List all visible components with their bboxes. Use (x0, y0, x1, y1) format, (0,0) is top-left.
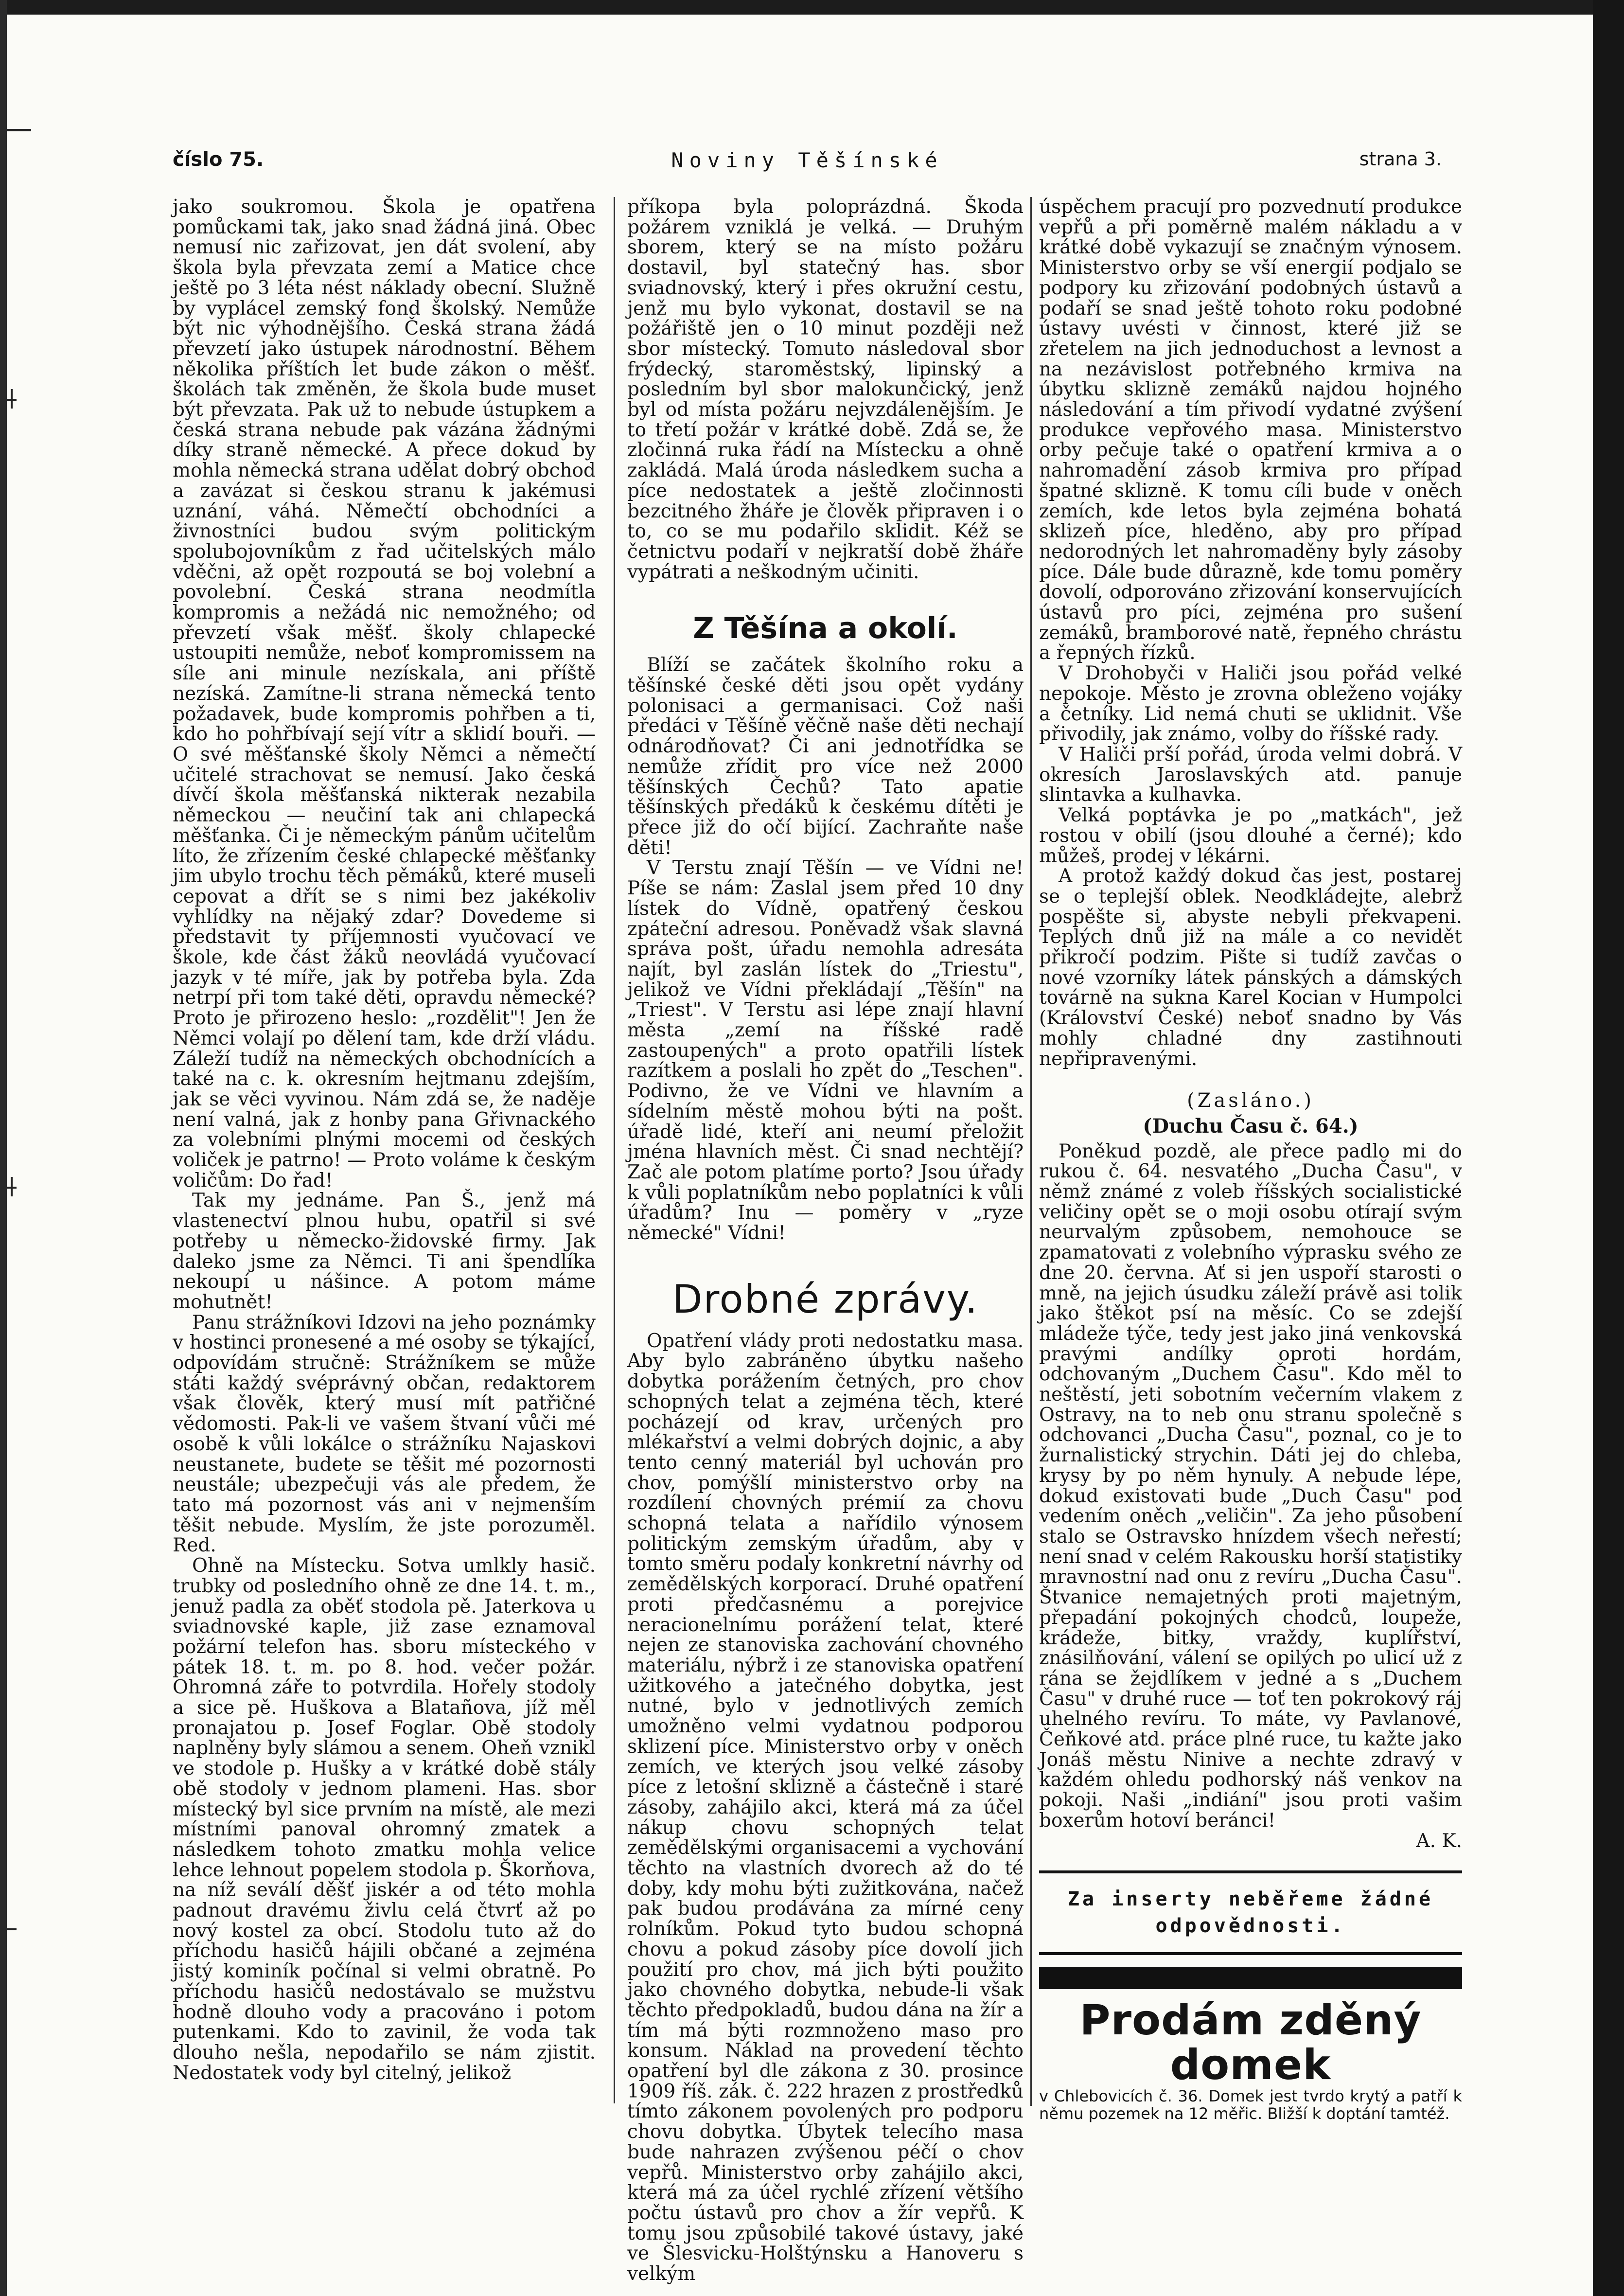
article-fire-continuation: příkopa byla poloprázdná. Škoda požárem vzniklá je velká. — Druhým sborem, který se na místo požáru dostavil, byl statečný has. sbor sviadnovský, který i přes okružní cestu, jenž mu bylo vykonat, dostavil se na požářiště jen o 10 minut později než sbor místecký. Tomuto následoval sbor frýdecký, staroměstský, lipinský a posledním byl sbor malokunčický, jenž byl od místa požáru nejvzdálenějším. Je to třetí požár v krátké době. Zdá se, že zločinná ruka řádí na Místecku a ohně zakládá. Malá úroda následkem sucha a píce nedostatek a ještě zločinnosti bezcitného žháře je člověk připraven i o to, co se mu podařilo sklidit. Kéž se četnictvu podaří v nejkratší době žháře vypátrati a neškodným učiniti. (627, 196, 1024, 583)
scan-mark (11, 389, 13, 409)
column-rule (614, 197, 615, 2103)
page-number: strana 3. (1359, 148, 1442, 170)
column-1 (173, 197, 596, 2103)
advert-title: Prodám zděný domek (1079, 1996, 1422, 2090)
letter-title: (Duchu Času č. 64.) (1143, 1114, 1359, 1138)
scan-border-top (0, 0, 1624, 15)
letter-body: Poněkud pozdě, ale přece padlo mi do rukou č. 64. nesvatého „Ducha Času", v němž známé z voleb říšských socialistické veličiny opět se o moji osobu otírají svým neurvalým způsobem, nemohouce se zpamatovati z volebního výprasku svého ze dne 20. června. Ať si jen uspoří starosti o mně, na jejich úsudku záleží právě asi tolik jako štěkot psí na měsíc. Co se zdejší mládeže týče, tedy jest jako jiná venkovská pravými andílky oproti hordám, odchovaným „Duchem Času". Kdo měl to neštěstí, jeti sobotním večerním vlakem z Ostravy, na to neb onu stranu společně s odchovanci „Ducha Času", poznal, co je to žurnalistický strychin. Dáti jej do chleba, krysy by po něm hynuly. A nebude lépe, dokud existovati bude „Duch Času" pod vedením oněch „veličin". Za jeho působení stalo se Ostravsko hnízdem všech neřestí; není snad v celém Rakousku horší statistiky mravnostní nad onu z revíru „Ducha Času". Štvanice nemajetných proti majetným, přepadání pokojných chodců, loupeže, krádeže, bitky, vraždy, kuplířství, znásilňování, válení se opilých po ulicí už z rána se žejdlíkem v jedné a s „Duchem Času" v druhé ruce — toť ten pokrokový ráj uhelného revíru. To máte, vy Pavlanové, Čeňkové atd. práce plné ruce, tu kažte jako Jonáš městu Ninive a nechte zdravý v každém ohledu podhorský náš venkov na pokoji. Naši „indiání" jsou proti vašim boxerům hotoví beránci! (1039, 1140, 1462, 1832)
letter-signature: A. K. (1416, 1830, 1462, 1852)
black-divider (1039, 1967, 1462, 1989)
article-nedostatek-masa: Opatření vlády proti nedostatku masa. Aby bylo zabráněno úbytku našeho dobytka porážením četných, pro chov schopných telat a zejména těch, které pocházejí od krav, určených pro mlékařství a velmi dobrých dojnic, a aby tento cenný materiál byl uchován pro chov, pomýšlí ministerstvo orby na rozdílení chovných prémií za chovu schopná telata a nařídilo výnosem politickým zemským úřadům, aby v tomto směru podaly konkretní návrhy od zemědělských korporací. Druhé opatření proti předčasnému a porejvice neracionelnímu porážení telat, které nejen ze stanoviska zachování chovného materiálu, nýbrž i ze stanoviska opatření užitkového a jatečného dobytka, jest nutné, bylo v jednotlivých zemích umožněno velmi vydatnou podporou sklizení píce. Ministerstvo orby v oněch zemích, ve kterých jsou velké zásoby píce z letošní sklizně a částečně i staré zásoby, zahájilo akci, která má za účel nákup chovu schopných telat zemědělskými organisacemi a vychování těchto na vlastních dvorech až do té doby, kdy mohu býti zužitkována, načež pak budou prodávána za mírné ceny rolníkům. Pokud tyto budou schopná chovu a pokud zásoby píce dovolí jich použití pro chov, má jich býti použito jako chovného dobytka, nebude-li však těchto předpokladů, budou dána na žír a tím má býti rozmnoženo maso pro konsum. Náklad na provedení těchto opatření byl dle zákona z 30. prosince 1909 říš. zák. č. 222 hrazen z prostředků tímto zákonem povolených pro podporu chovu dobytka. Úbytek telecího masa bude nahrazen zvýšenou péčí o chov vepřů. Ministerstvo orby zahájilo akci, která má za účel rychlé zřízení většího počtu ústavů pro chov a žír vepřů. K tomu jsou způsobilé takové ústavy, jaké ve Šlesvicku-Holštýnsku a Hanoveru s velkým (627, 1330, 1024, 2285)
scan-mark (7, 129, 31, 131)
issue-number: číslo 75. (173, 148, 264, 171)
newspaper-title: Noviny Těšínské (671, 148, 943, 172)
article-poptavka: Velká poptávka je po „matkách", jež rostou v obilí (jsou dlouhé a černé); kdo můžeš, prodej v lékárni. (1039, 804, 1462, 867)
column-rule (1030, 197, 1032, 2106)
column-3 (1039, 196, 1462, 2123)
scan-border-right (1593, 0, 1624, 2296)
insertion-notice: Za inserty neběřeme žádné odpovědnosti. (1039, 1870, 1462, 1955)
article-masa-continuation: úspěchem pracují pro pozvednutí produkce vepřů a při poměrně malém nákladu a v krátké době vykazují se značným výnosem. Ministerstvo orby se vší energií podjalo se podpory ku zřizování podobných ústavů a podaří se snad ještě tohoto roku podobné ústavy uvésti v činnost, které již se zřetelem na jich jednoduchost a levnost a na nezávislost potřebného krmiva na úbytku sklizně zemáků najdou hojného následování a tím přivodí vydatné zvýšení produkce vepřového masa. Ministerstvo orby pečuje také o opatření krmiva a o nahromadění zásob krmiva pro případ špatné sklizně. K tomu cíli bude v oněch zemích, kde letos byla zejména bohatá sklizeň píce, hleděno, aby pro případ nedorodných let nahromaděny byly zásoby píce. Dále bude důrazně, kde tomu poměry dovolí, odporováno zřizování konservujících ústavů pro píci, zejména pro sušení zemáků, bramborové natě, řepného chrástu a řepných řízků. (1039, 196, 1462, 664)
article-tak-my-jedname: Tak my jednáme. Pan Š., jenž má vlastenectví plnou hubu, opatřil si své potřeby u německo-židovské firmy. Jak daleko jsme za Němci. Ti ani špendlíka nekoupí u nášince. A potom máme mohutnět! (173, 1190, 596, 1313)
scan-mark (7, 1928, 17, 1930)
section-title-drobne-zpravy: Drobné zprávy. (672, 1276, 979, 1322)
article-terst-tesin: V Terstu znají Těšín — ve Vídni ne! Píše se nám: Zaslal jsem před 10 dny lístek do Vídně, opatřený českou zpáteční adresou. Poněvadž však slavná správa pošt, úřadu nemohla adresáta najít, byl zaslán lístek do „Triestu", jelikož ve Vídni překládají „Těšín" na „Triest". V Terstu asi lépe znají hlavní města „zemí na říšské radě zastoupených" a proto opatřili lístek razítkem a poslali ho zpět do „Teschen". Podivno, že ve Vídni ve hlavním a sídelním městě mohou býti na pošt. úřadě lidé, kteří ani neumí přeložit jména hlavních měst. Či snad nechtějí? Zač ale potom platíme porto? Jsou úřady k vůli poplatníkům nebo poplatníci k vůli úřadům? Inu — poměry v „ryze německé" Vídni! (627, 857, 1024, 1245)
article-strazniku-idzovi: Panu strážníkovi Idzovi na jeho poznámky v hostinci pronesené a mé osoby se týkající, odpovídám stručně: Strážníkem se může státi každý svéprávný občan, redaktorem však člověk, který musí mít patřičné vědomosti. Pak-li ve vašem štvaní vůči mé osobě k vůli lokálce o strážníku Najaskovi neustanete, budete se těšit mé pozornosti neustále; ubezpečuji vás ale předem, že tato má pozornost vás ani v nejmenším těšit nebude. Myslím, že jste porozuměl. Red. (173, 1311, 596, 1557)
section-title-tesin: Z Těšína a okolí. (693, 611, 958, 646)
column-2 (627, 196, 1024, 2285)
article-drohobyc: V Drohobyči v Haliči jsou pořád velké nepokoje. Město je zrovna obleženo vojáky a četníky. Lid nemá chuti se uklidnit. Vše přivodily, jak známo, volby do říšské rady. (1039, 662, 1462, 746)
article-halic: V Haliči prší pořád, úroda velmi dobrá. V okresích Jaroslavských atd. panuje slintavka a kulhavka. (1039, 743, 1462, 806)
article-skolni-rok: Blíží se začátek školního roku a těšínské české děti jsou opět vydány polonisaci a germanisaci. Což naši předáci v Těšíně věčně naše děti nechají odnárodňovat? Či ani jednotřídka se nemůže zřídit pro více než 2000 těšínských Čechů? Tato apatie těšínských předáků k českému dítěti je přece již do očí bijící. Zachraňte naše děti! (627, 654, 1024, 859)
scan-mark (11, 1177, 13, 1196)
advert-text: v Chlebovicích č. 36. Domek jest tvrdo krytý a patří k němu pozemek na 12 měřic. Bližší k doptání tamtéž. (1039, 2087, 1462, 2123)
article-school-continuation: jako soukromou. Škola je opatřena pomůckami tak, jako snad žádná jiná. Obec nemusí nic zařizovat, jen dát svolení, aby škola byla převzata zemí a Matice chce ještě po 3 léta nést náklady obecní. Služně by vyplácel zemský fond školský. Nemůže být nic výhodnějšího. Česká strana žádá převzetí jako ústupek národnostní. Během několika příštích let bude zákon o měšť. školách tak změněn, že škola bude muset být převzata. Pak už to nebude ústupkem a česká strana nebude pak vázána žádnými díky straně německé. A přece dokud by mohla německá strana udělat dobrý obchod a zavázat si českou stranu k jakémusi uznání, váhá. Němečtí obchodníci a živnostníci budou svým politickým spolubojovníkům z řad učitelských málo vděčni, až opět rozpoutá se boj volební a povolební. Česká strana neodmítla kompromis a nežádá nic nemožného; od převzetí však měšť. školy chlapecké ustoupiti nemůže, neboť kompromissem na síle ani minule nezískala, ani příště nezíská. Zamítne-li strana německá tento požadavek, bude kompromis pohřben a ti, kdo ho pohřbívají sejí vítr a sklidí bouři. — O své měšťanské školy Němci a němečtí učitelé strachovat se nemusí. Jako česká dívčí škola měšťanská nikterak nezabila německou — neučiní tak ani chlapecká měšťanka. Či je německým pánům učitelům líto, že zřízením české chlapecké měšťanky jim ubylo trochu těch pěmáků, které museli cepovat a dřít se s nimi bez jakékoliv vyhlídky na nějaký zdar? Dovedeme si představit ty příjemnosti vyučovací ve škole, kde část žáků neovládá vyučovací jazyk v té míře, jak by potřeba byla. Zda netrpí při tom také děti, opravdu německé? Proto je přirozeno heslo: „rozdělit"! Jen že Němci volají po dělení tam, kde drží vládu. Záleží tudíž na německých obchodnících a také na c. k. okresním hejtmanu zdejším, jak se věci vyvinou. Nám zdá se, že naděje není valná, jak z honby pana Gřivnackého za volebními plnými mocemi od českých voliček je patrno! — Proto voláme k českým voličům: Do řad! (173, 196, 596, 1192)
page-header (173, 148, 1442, 178)
scan-border-left (0, 0, 7, 2296)
article-kocian-ad: A protož každý dokud čas jest, postarej se o teplejší oblek. Neodkládejte, alebrž pospěšte si, abyste nebyli překvapeni. Teplých dnů již na mále a co nevidět přikročí podzim. Pište si tudíž zavčas o nové vzorníky látek pánských a dámských továrně na sukna Karel Kocian v Humpolci (Království České) neboť snadno by Vás mohly chladné dny zastihnouti nepřipravenými. (1039, 865, 1462, 1070)
zaslano-label: (Zasláno.) (1187, 1089, 1314, 1112)
article-ohne-na-mistecku: Ohně na Místecku. Sotva umlkly hasič. trubky od posledního ohně ze dne 14. t. m., jenuž padla za oběť stodola pě. Jaterkova u sviadnovské kaple, již zase eznamoval požární telefon has. sboru místeckého v pátek 18. t. m. po 8. hod. večer požár. Ohromná záře to potvrdila. Hořely stodoly a sice pě. Huškova a Blatañova, jíž měl pronajatou p. Josef Foglar. Obě stodoly naplněny byly slámou a senem. Oheň vznikl ve stodole p. Hušky a v krátké době stály obě stodoly v jednom plameni. Has. sbor místecký byl sice prvním na místě, ale mezi místními panoval ohromný zmatek a následkem tohoto zmatku mohla velice lehce lehnout popelem stodola p. Škorňova, na níž seválí děšť jiskér a od této mohla padnout dravému živlu celá čtvrť až po nový kostel za obcí. Stodolu tuto až do příchodu hasičů hájili občané a zejména jistý kominík počínal si velmi obratně. Po příchodu hasičů nedostávalo se mužstvu hodně dlouho vody a pracováno i potom putenkami. Kdo to zavinil, že voda tak dlouho nešla, nepodařilo se nám zjistit. Nedostatek vody byl citelný, jelikož (173, 1555, 596, 2084)
